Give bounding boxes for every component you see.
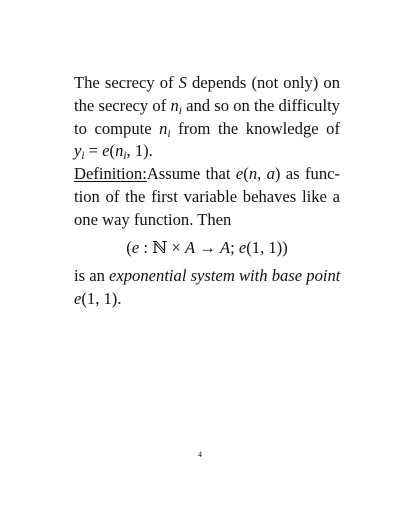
math-symbol-y: y (74, 141, 82, 161)
math-paren: ( (126, 237, 132, 257)
text-line: one way function. Then (74, 209, 232, 229)
math-comma: , (257, 164, 267, 184)
text-run: and so on the difficulty (181, 95, 340, 115)
text-body (74, 72, 340, 311)
math-symbol-S: S (178, 73, 187, 92)
math-times: × (167, 237, 185, 257)
math-symbol-n: n (248, 164, 258, 184)
text-line: tion of the first variable behaves like a (74, 186, 340, 206)
math-symbol-n: n (159, 118, 168, 138)
text-line (74, 140, 340, 163)
math-arrow: → (195, 237, 220, 257)
math-symbol-n: n (170, 95, 179, 115)
math-symbol-a: a (266, 164, 275, 184)
math-semicolon: ; (230, 237, 239, 257)
math-subscript-i: i (178, 104, 182, 117)
math-naturals: ℕ (152, 237, 168, 257)
math-colon: : (139, 237, 153, 257)
text-line (74, 163, 340, 186)
text-line (74, 288, 340, 311)
math-paren: ) (274, 164, 281, 184)
math-symbol-e: e (238, 237, 247, 257)
text-line (74, 95, 340, 118)
math-symbol-e: e (74, 289, 82, 309)
math-symbol-e: e (235, 164, 244, 184)
text-line (74, 118, 340, 141)
emphasized-term: exponential system with base point (109, 266, 341, 286)
math-symbol-e: e (102, 141, 110, 161)
math-symbol-n: n (115, 141, 124, 161)
definition-label: Definition: (74, 164, 147, 184)
math-paren: ( (109, 141, 116, 161)
math-text: (1, 1)) (246, 237, 288, 257)
text-run: as func- (280, 164, 341, 184)
math-symbol-A: A (219, 237, 231, 257)
text-run: The secrecy of (74, 73, 179, 92)
text-run: to compute (74, 118, 160, 138)
math-text: (1, 1). (81, 289, 122, 309)
math-symbol-A: A (184, 237, 196, 257)
math-subscript-i: i (123, 150, 127, 163)
math-text: , 1). (126, 141, 153, 161)
display-equation (74, 237, 340, 260)
math-subscript-i: i (81, 150, 85, 163)
text-run: from the knowledge of (170, 118, 340, 138)
math-equals: = (84, 141, 103, 161)
page-number: 4 (198, 450, 202, 459)
math-symbol-e: e (131, 237, 140, 257)
text-line (74, 265, 340, 288)
math-paren: ( (243, 164, 249, 184)
text-run: Assume that (146, 164, 236, 184)
text-run: the secrecy of (74, 95, 171, 115)
text-run: is an (74, 266, 110, 286)
text-line (74, 72, 340, 95)
math-subscript-i: i (167, 127, 171, 140)
text-run: depends (not only) on (186, 73, 340, 92)
